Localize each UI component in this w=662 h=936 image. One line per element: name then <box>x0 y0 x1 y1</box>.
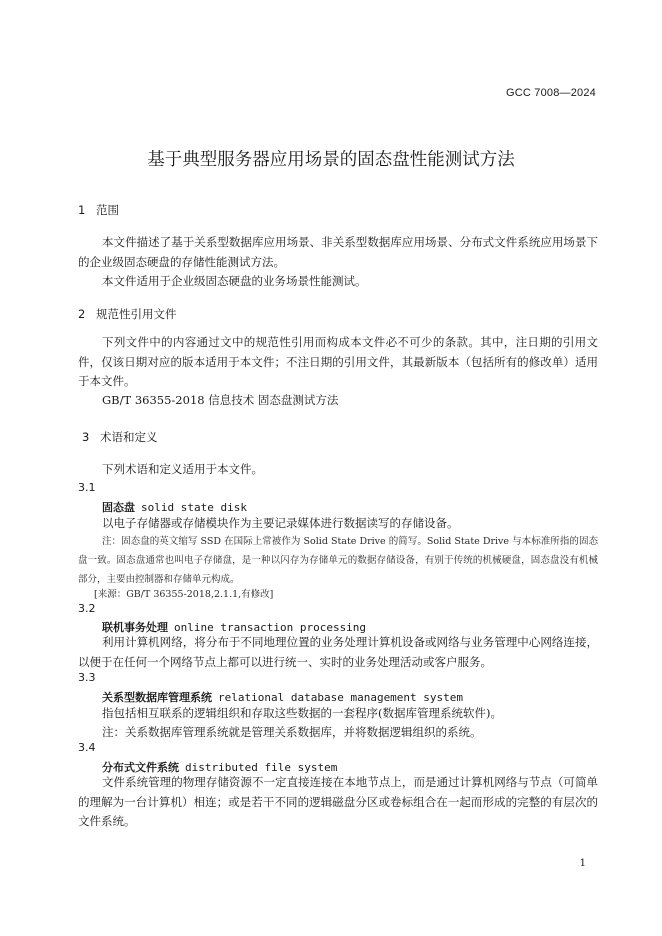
document-title: 基于典型服务器应用场景的固态盘性能测试方法 <box>147 150 515 170</box>
term-chinese: 固态盘 <box>102 501 135 514</box>
term-english: relational database management system <box>218 691 464 704</box>
section-number: 1 <box>78 203 86 217</box>
note: 注：关系数据库管理系统就是管理关系数据库，并将数据逻辑组织的系统。 <box>102 725 482 739</box>
section-title: 术语和定义 <box>100 430 158 444</box>
section-number: 3 <box>82 430 90 444</box>
paragraph: 下列术语和定义适用于本文件。 <box>102 462 263 476</box>
source-reference: [来源：GB/T 36355-2018,2.1.1,有修改] <box>94 589 274 600</box>
section-1-heading <box>78 202 119 218</box>
section-2-heading <box>78 306 177 322</box>
note: 注：固态盘的英文缩写 SSD 在国际上常被作为 Solid State Drive 的简写。Solid State Drive 与本标准所指的固态盘一致。固态盘通常也叫电子存储盘，是一种以闪存为存储单元的数据存储设备，有别于传统的机械硬盘，固态盘没有机械部分，主要由控制器和存储单元构成。 <box>78 536 598 585</box>
page-number: 1 <box>579 858 586 869</box>
term-chinese: 联机事务处理 <box>102 621 168 634</box>
clause-number: 3.4 <box>78 741 96 754</box>
section-number: 2 <box>78 307 86 321</box>
paragraph: 本文件适用于企业级固态硬盘的业务场景性能测试。 <box>102 274 367 288</box>
paragraph: 下列文件中的内容通过文中的规范性引用而构成本文件必不可少的条款。其中，注日期的引用文件，仅该日期对应的版本适用于本文件；不注日期的引用文件，其最新版本（包括所有的修改单）适用于本文件。 <box>78 335 598 388</box>
term-english: distributed file system <box>185 761 338 774</box>
clause-number: 3.2 <box>78 602 96 615</box>
section-3-heading <box>82 429 158 445</box>
paragraph: 本文件描述了基于关系型数据库应用场景、非关系型数据库应用场景、分布式文件系统应用场景下的企业级固态硬盘的存储性能测试方法。 <box>78 235 598 269</box>
term-3-3 <box>102 689 463 705</box>
section-title: 规范性引用文件 <box>96 307 177 321</box>
definition: 利用计算机网络，将分布于不同地理位置的业务处理计算机设备或网络与业务管理中心网络连接，以便于在任何一个网络节点上都可以进行统一、实时的业务处理活动或客户服务。 <box>78 635 598 669</box>
term-english: online transaction processing <box>174 621 367 634</box>
definition: 文件系统管理的物理存储资源不一定直接连接在本地节点上，而是通过计算机网络与节点（可简单的理解为一台计算机）相连；或是若干不同的逻辑磁盘分区或卷标组合在一起而形成的完整的有层次的文件系统。 <box>78 775 598 828</box>
definition: 以电子存储器或存储模块作为主要记录媒体进行数据读写的存储设备。 <box>102 516 459 530</box>
standard-code: GCC 7008—2024 <box>505 87 596 99</box>
term-english: solid state disk <box>141 501 247 514</box>
clause-number: 3.3 <box>78 671 96 684</box>
term-chinese: 分布式文件系统 <box>102 761 179 774</box>
clause-number: 3.1 <box>78 481 96 494</box>
section-title: 范围 <box>96 203 119 217</box>
normative-reference: GB/T 36355-2018 信息技术 固态盘测试方法 <box>102 393 339 407</box>
term-chinese: 关系型数据库管理系统 <box>102 691 212 704</box>
definition: 指包括相互联系的逻辑组织和存取这些数据的一套程序(数据库管理系统软件)。 <box>102 706 502 720</box>
term-3-1 <box>102 499 247 515</box>
